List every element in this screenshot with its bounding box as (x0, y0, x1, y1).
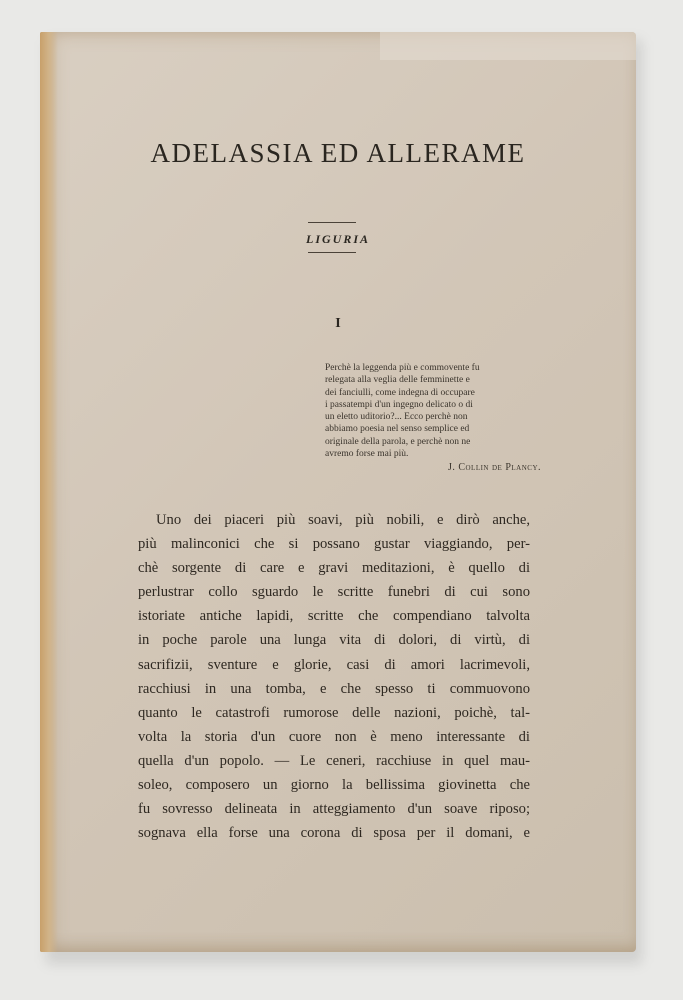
body-line: Uno dei piaceri più soavi, più nobili, e dirò anche, (156, 512, 530, 528)
body-line: più malinconici che si possano gustar viaggiando, per- (138, 536, 530, 553)
torn-corner (380, 32, 636, 60)
body-line: fu sovresso delineata in atteggiamento d'un soave riposo; (138, 801, 530, 818)
rule-below-region (308, 252, 356, 253)
epigraph-line: avremo forse mai più. (325, 449, 409, 460)
epigraph-line: Perchè la leggenda più e commovente fu (325, 363, 480, 373)
epigraph-line: un eletto uditorio?... Ecco perchè non (325, 412, 468, 423)
epigraph-line: i passatempi d'un ingegno delicato o di (325, 399, 473, 410)
body-line: sognava ella forse una corona di sposa per il domani, e (138, 825, 530, 842)
epigraph-line: dei fanciulli, come indegna di occupare (325, 387, 475, 398)
epigraph-line: abbiamo poesia nel senso semplice ed (325, 424, 470, 435)
body-line: in poche parole una lunga vita di dolori, di virtù, di (138, 632, 530, 649)
body-line: racchiusi in una tomba, e che spesso ti commuovono (138, 680, 530, 697)
page-title: ADELASSIA ED ALLERAME (150, 138, 526, 168)
body-line: istoriate antiche lapidi, scritte che compendiano talvolta (138, 608, 530, 625)
body-line: soleo, composero un giorno la bellissima giovinetta che (138, 777, 530, 794)
epigraph-line: originale della parola, e perchè non ne (325, 436, 471, 447)
section-number: I (335, 316, 341, 331)
epigraph-line: relegata alla veglia delle femminette e (325, 375, 470, 386)
region-heading: LIGURIA (305, 232, 370, 246)
epigraph (325, 362, 541, 475)
body-line: perlustrar collo sguardo le scritte funebri di cui sono (138, 584, 530, 601)
body-line: quella d'un popolo. — Le ceneri, racchiuse in quel mau- (138, 752, 530, 769)
body-line: sacrifizii, sventure e glorie, casi di amori lacrimevoli, (138, 656, 530, 673)
body-line: quanto le catastrofi rumorose delle nazioni, poichè, tal- (138, 704, 530, 721)
rule-above-region (308, 222, 356, 223)
body-line: volta la storia d'un cuore non è meno interessante di (138, 728, 530, 745)
body-line: chè sorgente di care e gravi meditazioni, è quello di (138, 560, 530, 577)
epigraph-author: J. Collin de Plancy. (447, 462, 541, 474)
document-page (40, 32, 636, 952)
body-paragraph (138, 508, 530, 845)
